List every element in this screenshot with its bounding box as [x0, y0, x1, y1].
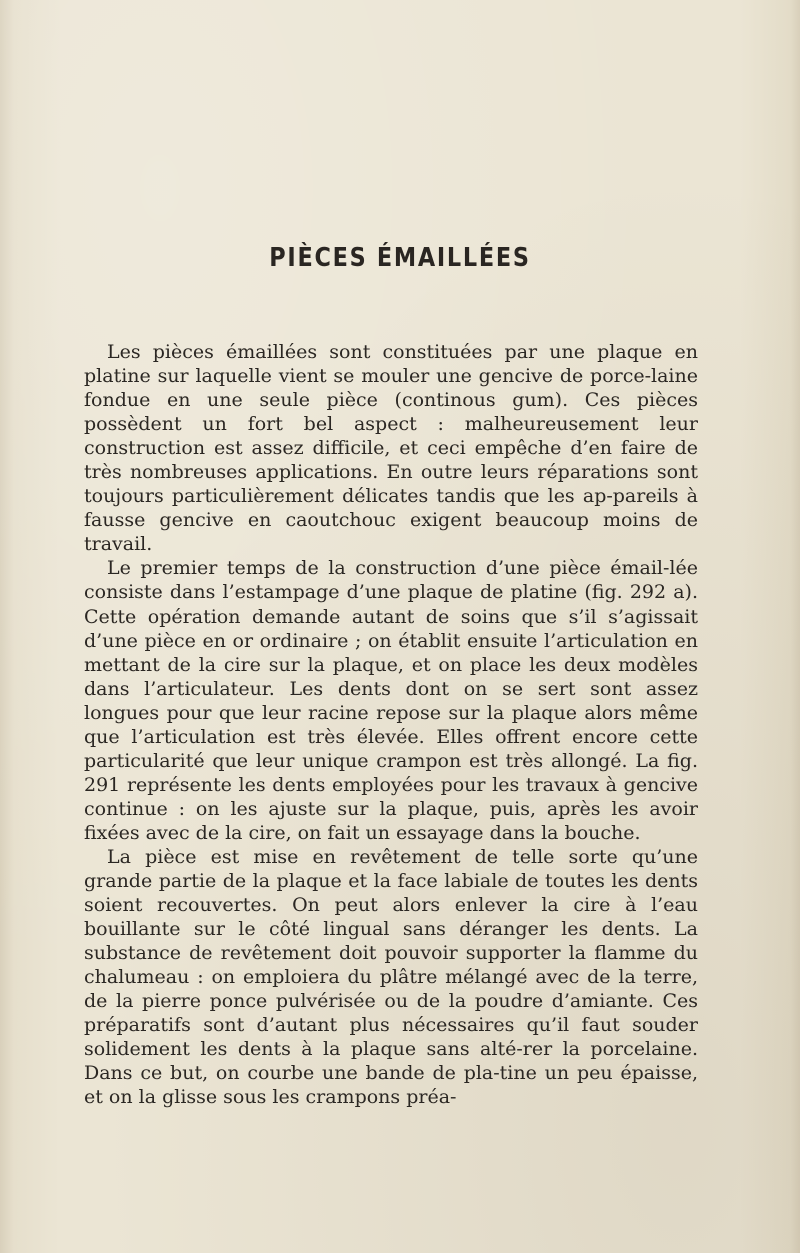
chapter-title: PIÈCES ÉMAILLÉES [269, 243, 531, 273]
paragraph-3: La pièce est mise en revêtement de telle sorte qu’une grande partie de la plaque et la face labiale de toutes les dents soient recouvertes. On peut alors enlever la cire à l’eau bouillante sur le côté lingual sans déranger les dents. La substance de revêtement doit pouvoir supporter la flamme du chalumeau : on emploiera du plâtre mélangé avec de la terre, de la pierre ponce pulvérisée ou de la poudre d’amiante. Ces préparatifs sont d’autant plus nécessaires qu’il faut souder solidement les dents à la plaque sans alté-rer la porcelaine. Dans ce but, on courbe une bande de pla-tine un peu épaisse, et on la glisse sous les crampons préa- [84, 845, 698, 1109]
body-text [84, 340, 698, 1110]
paragraph-1: Les pièces émaillées sont constituées par une plaque en platine sur laquelle vient se mouler une gencive de porce-laine fondue en une seule pièce (continous gum). Ces pièces possèdent un fort bel aspect : malheureusement leur construction est assez difficile, et ceci empêche d’en faire de très nombreuses applications. En outre leurs réparations sont toujours particulièrement délicates tandis que les ap-pareils à fausse gencive en caoutchouc exigent beaucoup moins de travail. [84, 341, 698, 556]
paragraph-2: Le premier temps de la construction d’une pièce émail-lée consiste dans l’estampage d’une plaque de platine (fig. 292 a). Cette opération demande autant de soins que s’il s’agissait d’une pièce en or ordinaire ; on établit ensuite l’articulation en mettant de la cire sur la plaque, et on place les deux modèles dans l’articulateur. Les dents dont on se sert sont assez longues pour que leur racine repose sur la plaque alors même que l’articulation est très élevée. Elles offrent encore cette particularité que leur unique crampon est très allongé. La fig. 291 représente les dents employées pour les travaux à gencive continue : on les ajuste sur la plaque, puis, après les avoir fixées avec de la cire, on fait un essayage dans la bouche. [84, 557, 698, 844]
